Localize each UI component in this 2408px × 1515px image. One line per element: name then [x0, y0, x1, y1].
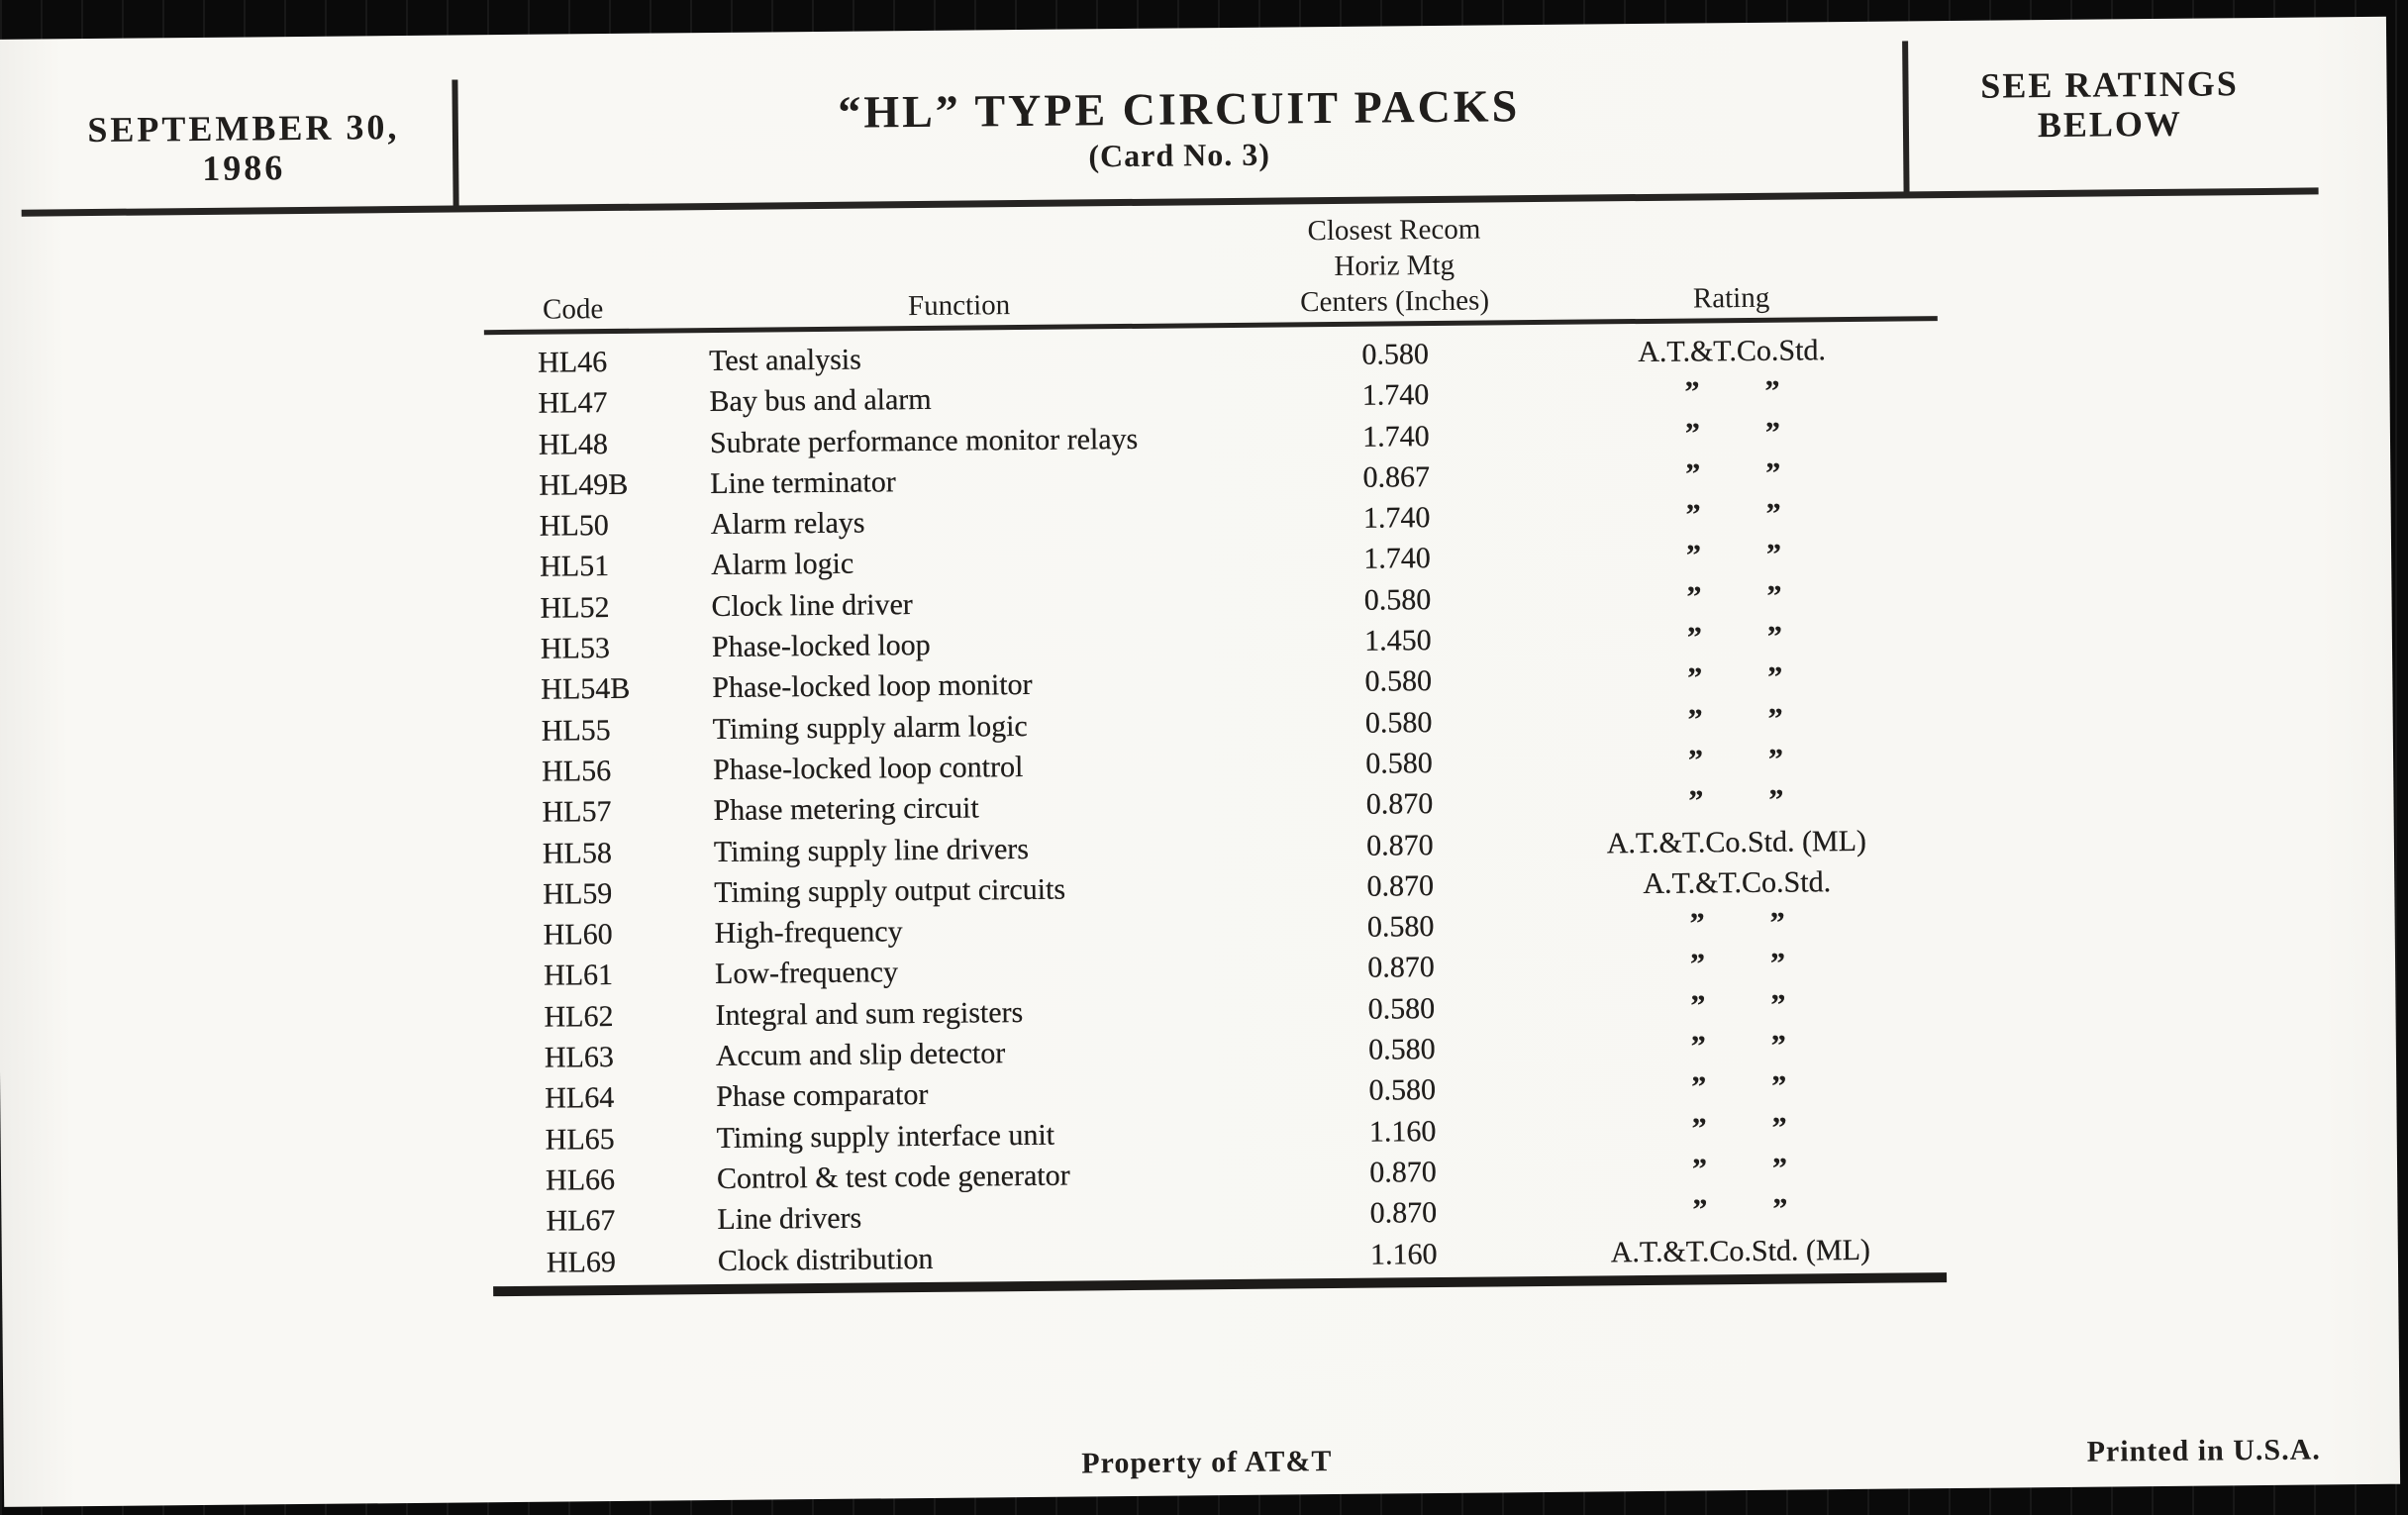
row-function: Alarm relays [710, 506, 865, 542]
row-code: HL55 [541, 713, 611, 748]
document-date [46, 107, 443, 190]
row-centers: 1.740 [1361, 378, 1430, 413]
row-code: HL65 [545, 1122, 615, 1157]
row-centers: 0.580 [1365, 747, 1433, 780]
row-centers: 0.580 [1361, 338, 1430, 371]
centers-header-line2: Horiz Mtg [1334, 249, 1455, 282]
ratings-note-line2: BELOW [2037, 103, 2183, 146]
row-centers: 0.870 [1366, 868, 1435, 903]
document-page [0, 17, 2400, 1507]
row-code: HL47 [538, 386, 608, 420]
row-code: HL51 [539, 550, 610, 584]
row-rating [1541, 1024, 1937, 1068]
row-rating [1542, 1187, 1938, 1232]
row-code: HL60 [543, 918, 613, 952]
page-title: “HL” TYPE CIRCUIT PACKS [838, 80, 1521, 138]
row-rating [1535, 411, 1931, 455]
row-function: Clock distribution [717, 1242, 934, 1277]
row-function: Accum and slip detector [715, 1037, 1006, 1073]
row-code: HL57 [542, 795, 612, 829]
date-line1: SEPTEMBER 30, [87, 107, 400, 151]
row-rating: A.T.&T.Co.Std. (ML) [1606, 824, 1867, 859]
ditto-marks: ” ” [1687, 743, 1784, 777]
row-centers: 0.867 [1362, 459, 1431, 494]
row-centers: 0.580 [1367, 1033, 1436, 1066]
row-code: HL67 [546, 1204, 616, 1238]
row-function: Control & test code generator [716, 1159, 1070, 1195]
row-centers: 0.580 [1364, 664, 1433, 699]
ditto-marks: ” ” [1690, 1029, 1786, 1063]
ditto-marks: ” ” [1689, 906, 1785, 941]
row-code: HL59 [543, 876, 613, 911]
row-function: Timing supply alarm logic [712, 709, 1028, 746]
row-rating [1540, 983, 1936, 1028]
row-rating [1542, 1147, 1938, 1191]
row-function: Clock line driver [711, 587, 913, 623]
row-code: HL48 [538, 427, 609, 461]
ditto-marks: ” ” [1688, 783, 1784, 818]
ditto-marks: ” ” [1685, 456, 1781, 491]
row-function: Phase comparator [716, 1078, 929, 1114]
row-code: HL50 [539, 509, 609, 543]
ditto-marks: ” ” [1690, 988, 1786, 1023]
circuit-pack-table [483, 199, 1947, 1296]
row-function: Timing supply output circuits [714, 872, 1066, 909]
ditto-marks: ” ” [1692, 1192, 1788, 1227]
row-centers: 1.740 [1363, 542, 1432, 576]
row-rating: A.T.&T.Co.Std. (ML) [1610, 1233, 1871, 1268]
ditto-marks: ” ” [1691, 1111, 1787, 1146]
row-code: HL52 [540, 590, 610, 625]
ditto-marks: ” ” [1686, 620, 1783, 655]
row-centers: 0.870 [1369, 1155, 1437, 1189]
ratings-note [1911, 63, 2308, 147]
row-code: HL58 [542, 836, 613, 870]
row-centers: 0.870 [1365, 787, 1434, 821]
row-function: Phase-locked loop monitor [712, 668, 1033, 705]
row-centers: 0.580 [1368, 1073, 1437, 1108]
row-rating [1535, 492, 1931, 537]
row-centers: 0.580 [1366, 910, 1435, 944]
row-code: HL49B [539, 467, 629, 502]
row-code: HL62 [544, 999, 614, 1034]
row-function: Timing supply line drivers [713, 832, 1030, 868]
row-rating [1534, 370, 1930, 415]
row-code: HL53 [540, 632, 611, 665]
column-header-code: Code [542, 293, 604, 326]
row-function: Line drivers [717, 1201, 862, 1237]
row-rating: A.T.&T.Co.Std. [1643, 865, 1832, 900]
row-rating [1536, 534, 1932, 578]
row-centers: 1.740 [1362, 419, 1430, 454]
ditto-marks: ” ” [1687, 661, 1783, 695]
row-centers: 0.580 [1363, 582, 1432, 617]
column-header-function: Function [907, 289, 1011, 323]
row-rating [1540, 943, 1936, 987]
row-function: Subrate performance monitor relays [709, 422, 1139, 459]
row-code: HL64 [545, 1081, 615, 1116]
header-divider-left [452, 79, 458, 206]
row-rating [1537, 656, 1933, 701]
row-function: Test analysis [708, 343, 862, 378]
row-rating [1541, 1065, 1937, 1110]
row-function: Integral and sum registers [715, 995, 1024, 1032]
date-line2: 1986 [202, 148, 286, 188]
row-code: HL54B [541, 672, 631, 707]
row-function: Timing supply interface unit [716, 1118, 1055, 1155]
ditto-marks: ” ” [1685, 539, 1782, 573]
centers-header-line3: Centers (Inches) [1300, 284, 1490, 319]
row-rating [1536, 574, 1932, 619]
row-function: Bay bus and alarm [709, 383, 932, 419]
row-function: Phase-locked loop [711, 628, 931, 664]
row-rating [1541, 1106, 1937, 1151]
row-centers: 0.870 [1367, 951, 1435, 985]
row-rating [1539, 901, 1935, 946]
header-divider-right [1902, 41, 1909, 192]
row-centers: 0.870 [1369, 1196, 1438, 1230]
row-centers: 0.580 [1364, 705, 1433, 740]
row-rating [1537, 615, 1933, 659]
ditto-marks: ” ” [1684, 416, 1781, 451]
ditto-marks: ” ” [1687, 702, 1783, 737]
row-centers: 1.160 [1369, 1237, 1438, 1271]
table-body [484, 329, 1947, 1283]
row-code: HL63 [544, 1041, 615, 1074]
column-header-centers [1246, 211, 1544, 321]
row-code: HL46 [537, 346, 608, 379]
footer-printed-label: Printed in U.S.A. [2086, 1433, 2321, 1468]
row-function: Line terminator [710, 465, 896, 500]
column-header-rating: Rating [1692, 281, 1770, 315]
row-code: HL66 [545, 1162, 616, 1197]
page-subtitle: (Card No. 3) [1088, 136, 1271, 174]
ditto-marks: ” ” [1691, 1069, 1787, 1104]
centers-header-line1: Closest Recom [1307, 213, 1481, 248]
row-rating [1537, 697, 1933, 742]
ditto-marks: ” ” [1686, 579, 1782, 614]
row-centers: 0.580 [1367, 991, 1436, 1026]
row-rating [1538, 738, 1934, 782]
row-code: HL61 [543, 959, 614, 993]
row-function: Phase-locked loop control [712, 750, 1024, 786]
row-function: Low-frequency [714, 956, 899, 991]
row-rating [1535, 452, 1931, 496]
row-code: HL56 [541, 754, 612, 788]
table-header-row [483, 199, 1938, 330]
ditto-marks: ” ” [1684, 374, 1780, 409]
ratings-note-line1: SEE RATINGS [1980, 63, 2239, 106]
row-rating: A.T.&T.Co.Std. [1638, 334, 1827, 369]
row-code: HL69 [546, 1245, 617, 1279]
row-centers: 0.870 [1365, 828, 1434, 862]
row-centers: 1.740 [1362, 501, 1431, 535]
row-centers: 1.160 [1368, 1114, 1437, 1149]
document-title-block [773, 82, 1586, 177]
row-rating [1538, 778, 1934, 823]
ditto-marks: ” ” [1685, 497, 1781, 532]
footer-property-label: Property of AT&T [1081, 1445, 1333, 1480]
row-centers: 1.450 [1363, 624, 1432, 657]
row-function: High-frequency [714, 915, 903, 951]
ditto-marks: ” ” [1689, 948, 1786, 982]
row-function: Alarm logic [710, 548, 854, 582]
ditto-marks: ” ” [1691, 1152, 1788, 1186]
row-function: Phase metering circuit [713, 791, 979, 828]
